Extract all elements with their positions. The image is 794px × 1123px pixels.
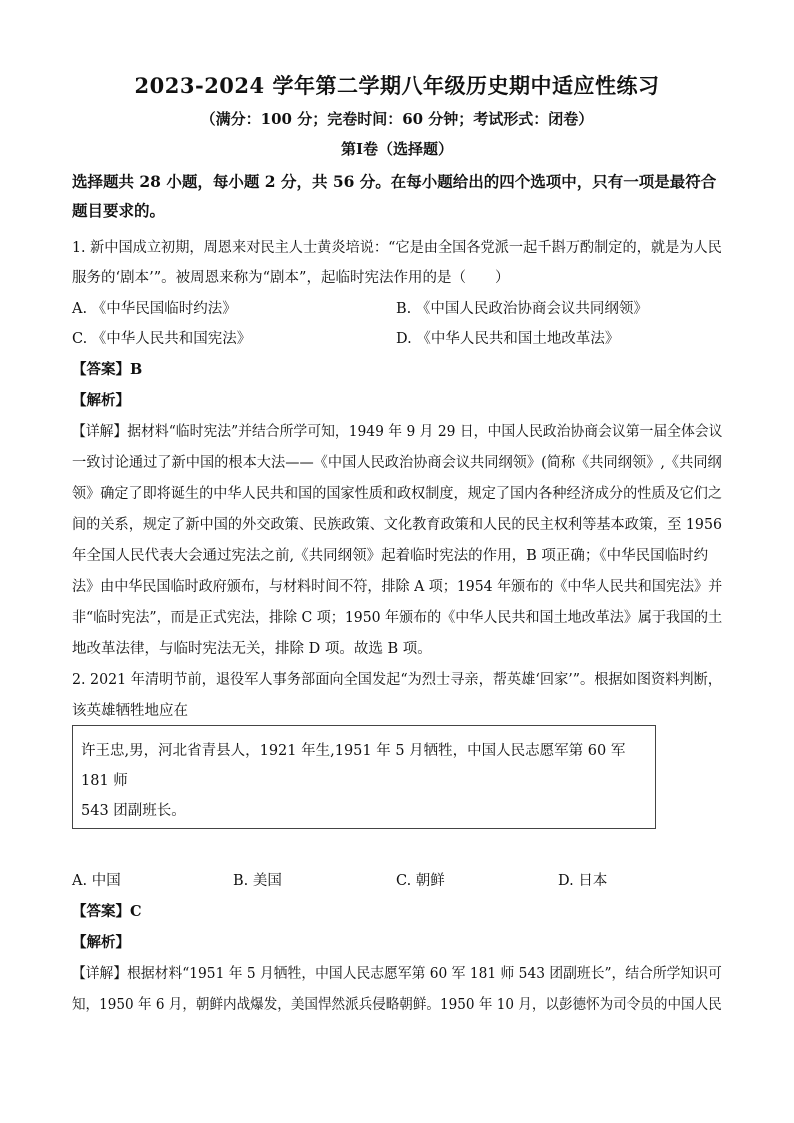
instructions: 选择题共 28 小题，每小题 2 分，共 56 分。在每小题给出的四个选项中，只有一项是最符合题目要求的。 (72, 172, 717, 220)
exam-info: （满分：100 分；完卷时间：60 分钟；考试形式：闭卷） (200, 110, 594, 128)
q2-option-a: A. 中国 (72, 873, 121, 889)
q2-option-b: B. 美国 (233, 873, 282, 889)
q1-detail-line: 非“临时宪法”，而是正式宪法，排除 C 项；1950 年颁布的《中华人民共和国土地改革法》属于我国的土 (72, 610, 723, 626)
q2-detail-line: 知，1950 年 6 月，朝鲜内战爆发，美国悍然派兵侵略朝鲜。1950 年 10 月，以彭德怀为司令员的中国人民 (72, 997, 722, 1013)
q1-option-a: A. 《中华民国临时约法》 (72, 301, 237, 317)
q1-detail-line: 地改革法律，与临时宪法无关，排除 D 项。故选 B 项。 (72, 641, 432, 657)
q2-analysis-label: 【解析】 (72, 934, 130, 951)
q1-option-c: C. 《中华人民共和国宪法》 (72, 331, 252, 347)
q2-stem-line: 2. 2021 年清明节前，退役军人事务部面向全国发起“为烈士寻亲，帮英雄‘回家’”。根据如图资料判断， (72, 672, 722, 688)
material-box (72, 725, 656, 829)
q1-stem-line: 服务的‘剧本’”。被周恩来称为“剧本”，起临时宪法作用的是（ ） (72, 270, 510, 286)
q1-analysis-label: 【解析】 (72, 392, 130, 409)
section-heading: 第Ⅰ卷（选择题） (340, 140, 454, 158)
q1-detail-line: 法》由中华民国临时政府颁布，与材料时间不符，排除 A 项；1954 年颁布的《中华人民共和国宪法》并 (72, 579, 723, 595)
material-line: 543 团副班长。 (81, 803, 186, 819)
q1-option-b: B. 《中国人民政治协商会议共同纲领》 (396, 301, 648, 317)
q1-detail-line: 领》确定了即将诞生的中华人民共和国的国家性质和政权制度，规定了国内各种经济成分的性质及它们之 (72, 486, 722, 502)
q2-option-c: C. 朝鲜 (396, 873, 445, 889)
q2-stem-line: 该英雄牺牲地应在 (72, 703, 188, 719)
material-line: 许王忠,男，河北省青县人，1921 年生,1951 年 5 月牺牲，中国人民志愿军第 60 军 181 师 (81, 743, 626, 789)
q2-detail-line: 【详解】根据材料“1951 年 5 月牺牲，中国人民志愿军第 60 军 181 师 543 团副班长”，结合所学知识可 (72, 966, 722, 982)
q1-stem-line: 1. 新中国成立初期，周恩来对民主人士黄炎培说：“它是由全国各党派一起千斟万酌制定的，就是为人民 (72, 240, 722, 256)
q2-option-d: D. 日本 (558, 873, 608, 889)
q2-answer: 【答案】C (72, 903, 142, 920)
q1-detail-line: 间的关系，规定了新中国的外交政策、民族政策、文化教育政策和人民的民主权利等基本政策，至 1956 (72, 517, 722, 533)
page-title: 2023-2024 学年第二学期八年级历史期中适应性练习 (134, 73, 660, 98)
q1-option-d: D. 《中华人民共和国土地改革法》 (396, 331, 620, 347)
q1-detail-line: 【详解】据材料“临时宪法”并结合所学可知，1949 年 9 月 29 日，中国人民政治协商会议第一届全体会议 (72, 424, 723, 440)
q1-detail-line: 一致讨论通过了新中国的根本大法——《中国人民政治协商会议共同纲领》(简称《共同纲领》,《共同纲 (72, 455, 722, 471)
q1-answer: 【答案】B (72, 361, 143, 378)
q1-detail-line: 年全国人民代表大会通过宪法之前,《共同纲领》起着临时宪法的作用，B 项正确；《中华民国临时约 (72, 548, 709, 564)
